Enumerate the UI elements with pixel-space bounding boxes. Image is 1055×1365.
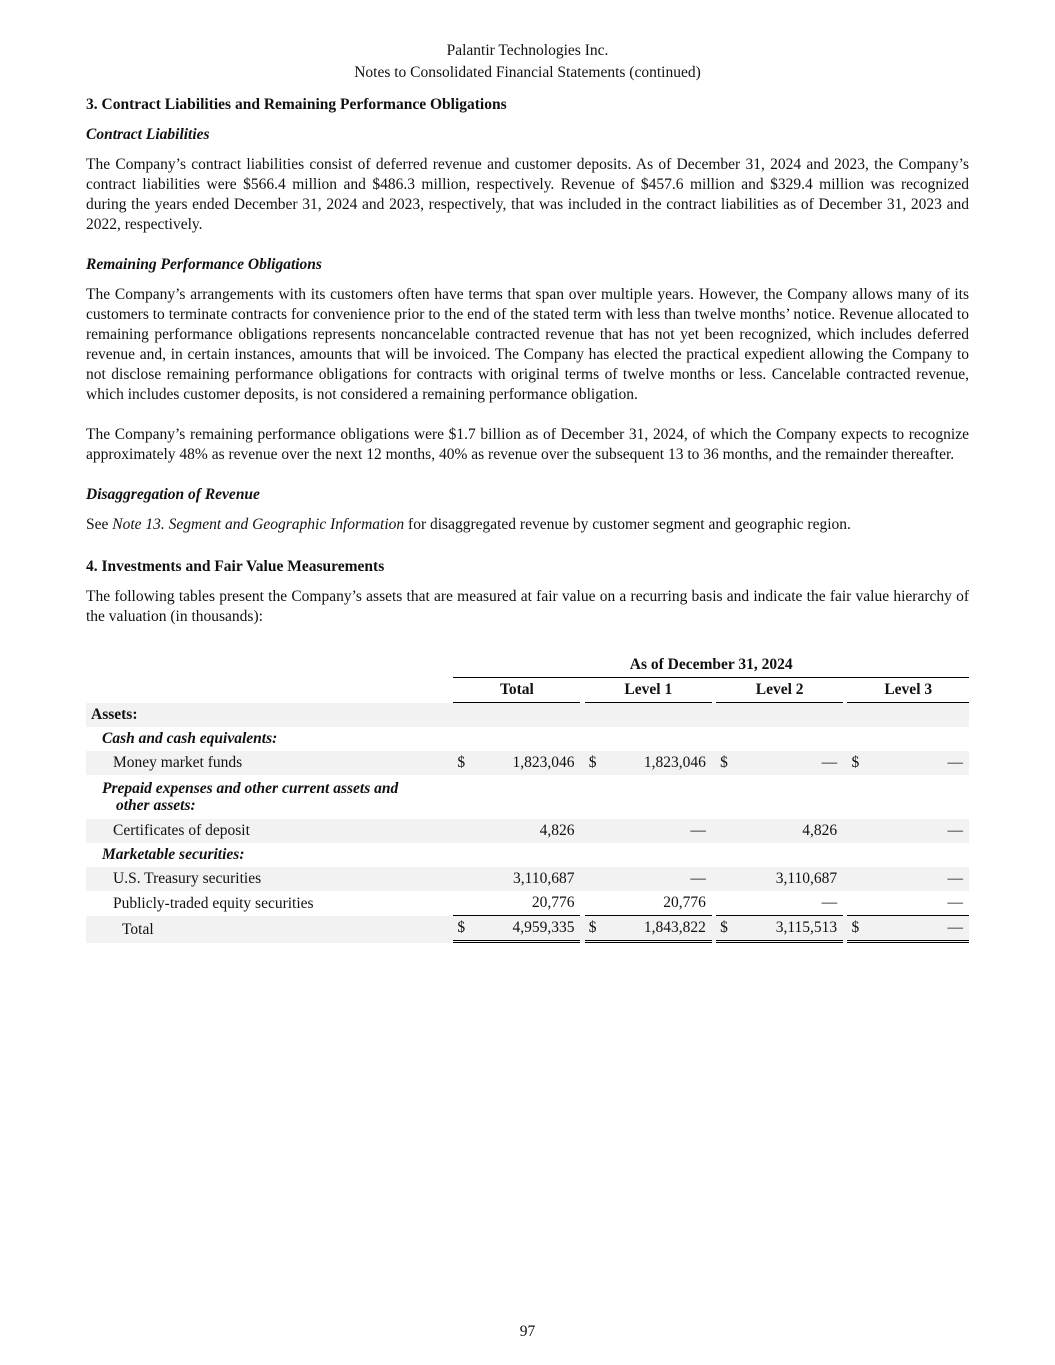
treasury-securities-label: U.S. Treasury securities [86,867,453,891]
col-header-level-3: Level 3 [847,678,969,703]
fair-value-table [86,653,969,943]
section-4-title: 4. Investments and Fair Value Measurements [86,558,385,575]
cell-value: — [873,891,969,916]
section-3-title: 3. Contract Liabilities and Remaining Performance Obligations [86,96,507,113]
contract-liabilities-text: The Company’s contract liabilities consist of deferred revenue and customer deposits. As of December 31, 2024 and 2023, the Company’s contract liabilities were $566.4 million and $486.3 million, respectively. Revenue of $457.6 million and $329.4 million was recognized during the years ended December 31, 2024 and 2023, respectively, that was included in the contract liabilities as of December 31, 2023 and 2022, respectively. [86,156,969,233]
assets-label: Assets: [86,703,453,727]
cell-value: — [611,819,712,843]
prepaid-expenses-label [86,775,453,819]
certificates-of-deposit-label: Certificates of deposit [86,819,453,843]
cell-value: — [873,916,969,943]
cell-value: — [611,867,712,891]
cell-value: — [873,819,969,843]
contract-liabilities-heading: Contract Liabilities [86,126,210,143]
page-number: 97 [519,1323,536,1340]
rpo-heading: Remaining Performance Obligations [86,256,322,273]
cell-value: — [873,867,969,891]
currency-symbol: $ [585,751,611,775]
table-column-header-row [86,678,969,703]
disaggregation-text [86,515,969,535]
cell-value: — [742,891,843,916]
table-row [86,891,969,916]
total-label: Total [86,916,453,943]
company-name: Palantir Technologies Inc. [446,42,609,59]
currency-symbol: $ [453,751,479,775]
currency-symbol: $ [847,916,873,943]
document-page [86,40,969,943]
currency-symbol: $ [585,916,611,943]
cell-value: 1,843,822 [611,916,712,943]
cash-equivalents-label: Cash and cash equivalents: [102,730,278,747]
rpo-paragraph-2: The Company’s remaining performance obligations were $1.7 billion as of December 31, 2024, of which the Company expects to recognize approximately 48% as revenue over the next 12 months, 40% as revenue over the subsequent 13 to 36 months, and the remainder thereafter. [86,426,969,463]
header-subtitle: Notes to Consolidated Financial Statements (continued) [354,64,701,81]
disaggregation-pre: See [86,516,113,533]
money-market-funds-label: Money market funds [86,751,453,775]
cell-value: 3,115,513 [742,916,843,943]
table-row [86,867,969,891]
cell-value: — [873,751,969,775]
cell-value: 20,776 [611,891,712,916]
note-13-reference: Note 13. Segment and Geographic Information [112,516,405,533]
cell-value: 4,959,335 [479,916,580,943]
rpo-paragraph-1: The Company’s arrangements with its customers often have terms that span over multiple years. However, the Company allows many of its customers to terminate contracts for convenience prior to the end of the stated term with less than twelve months’ notice. Revenue allocated to remaining performance obligations represents noncancelable contracted revenue that has not yet been recognized, which includes deferred revenue and, in certain instances, amounts that will be invoiced. The Company has elected the practical expedient allowing the Company to not disclose remaining performance obligations for contracts with original terms of twelve months or less. Cancelable contracted revenue, which includes customer deposits, is not considered a remaining performance obligation. [86,286,969,403]
table-row [86,727,969,751]
cell-value: 1,823,046 [479,751,580,775]
currency-symbol: $ [453,916,479,943]
table-row [86,703,969,727]
col-header-level-1: Level 1 [585,678,712,703]
cell-value: — [742,751,843,775]
page-header [86,40,969,84]
cell-value: 3,110,687 [742,867,843,891]
table-row [86,819,969,843]
prepaid-label-line-1: Prepaid expenses and other current assets and [102,780,399,797]
table-total-row [86,916,969,943]
equity-securities-label: Publicly-traded equity securities [113,894,314,912]
marketable-securities-label: Marketable securities: [102,846,245,863]
cell-value: 1,823,046 [611,751,712,775]
cell-value: 4,826 [479,819,580,843]
cell-value: 3,110,687 [479,867,580,891]
table-row [86,775,969,819]
table-row [86,843,969,867]
period-header: As of December 31, 2024 [453,653,969,678]
col-header-level-2: Level 2 [716,678,843,703]
disaggregation-heading: Disaggregation of Revenue [86,486,260,503]
disaggregation-post: for disaggregated revenue by customer segment and geographic region. [404,516,851,533]
section-4-intro: The following tables present the Company’s assets that are measured at fair value on a recurring basis and indicate the fair value hierarchy of the valuation (in thousands): [86,588,969,625]
cell-value: 4,826 [742,819,843,843]
currency-symbol: $ [716,916,742,943]
currency-symbol: $ [847,751,873,775]
table-row [86,751,969,775]
prepaid-label-line-2: other assets: [116,797,196,814]
table-period-row [86,653,969,678]
cell-value: 20,776 [479,891,580,916]
currency-symbol: $ [716,751,742,775]
col-header-total: Total [453,678,580,703]
